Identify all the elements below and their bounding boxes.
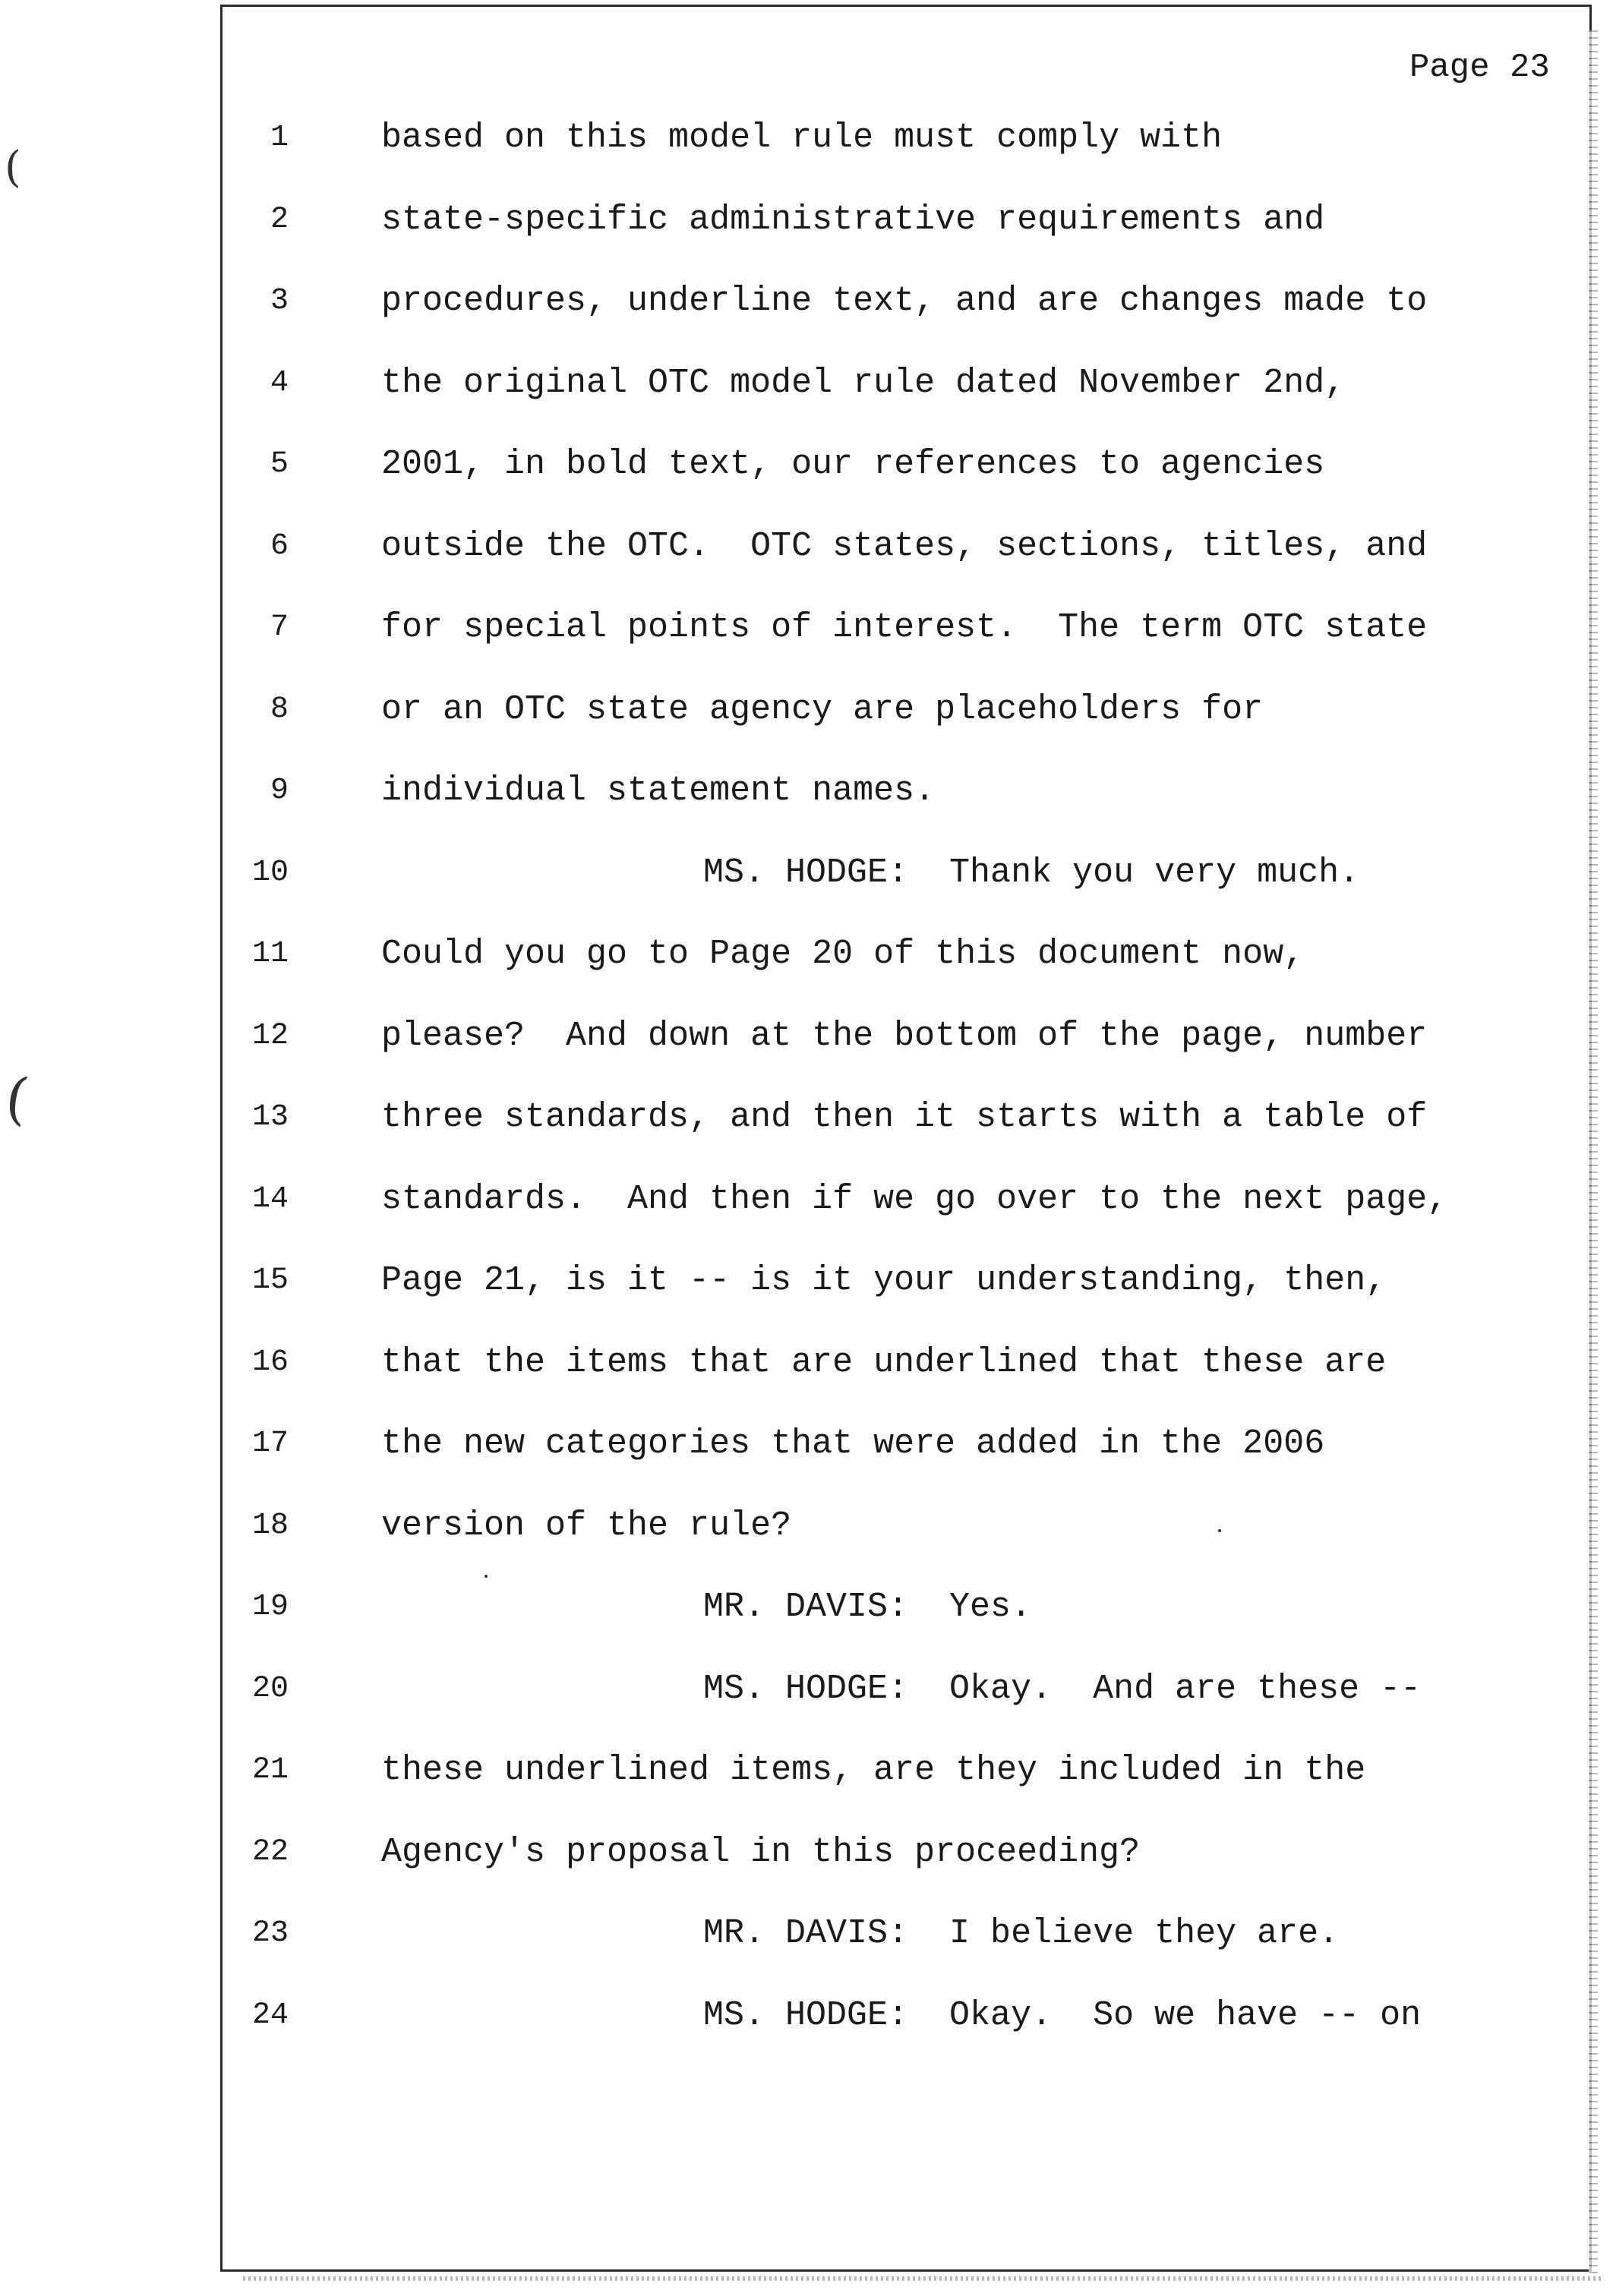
line-text: MS. HODGE: Okay. And are these -- xyxy=(703,1669,1422,1708)
scan-mark-top: ( xyxy=(5,143,21,192)
line-text: Agency's proposal in this proceeding? xyxy=(381,1832,1141,1872)
line-text: individual statement names. xyxy=(381,771,936,810)
line-number: 13 xyxy=(251,1100,289,1134)
line-text: state-specific administrative requirements and xyxy=(381,200,1325,239)
transcript-line xyxy=(0,605,1616,651)
transcript-line xyxy=(0,442,1616,487)
line-number: 7 xyxy=(270,610,289,645)
line-number: 6 xyxy=(270,528,289,563)
line-number: 1 xyxy=(270,121,289,155)
line-text: that the items that are underlined that these are xyxy=(381,1342,1387,1382)
transcript-line xyxy=(0,1503,1616,1549)
line-text: three standards, and then it starts with a table of xyxy=(381,1098,1428,1137)
transcript-line xyxy=(0,197,1616,243)
line-text: standards. And then if we go over to the next page, xyxy=(381,1179,1448,1219)
line-text: based on this model rule must comply with xyxy=(381,118,1223,157)
transcript-line xyxy=(0,279,1616,324)
transcript-line xyxy=(0,1421,1616,1467)
transcript-line xyxy=(0,1748,1616,1793)
line-number: 11 xyxy=(251,937,289,971)
line-text: these underlined items, are they included in the xyxy=(381,1751,1366,1790)
line-text: outside the OTC. OTC states, sections, titles, and xyxy=(381,526,1428,566)
line-number: 14 xyxy=(251,1181,289,1216)
line-text: procedures, underline text, and are changes made to xyxy=(381,282,1428,320)
transcript-line xyxy=(0,1830,1616,1875)
scan-edge-bottom xyxy=(243,2276,1602,2281)
line-text: MS. HODGE: Thank you very much. xyxy=(703,853,1360,892)
line-number: 19 xyxy=(251,1590,289,1624)
line-text: Page 21, is it -- is it your understanding, then, xyxy=(381,1261,1387,1300)
transcript-line xyxy=(0,932,1616,977)
transcript-line xyxy=(0,1014,1616,1059)
line-number: 21 xyxy=(251,1753,289,1787)
line-number: 3 xyxy=(270,284,289,318)
line-text: MS. HODGE: Okay. So we have -- on xyxy=(703,1995,1422,2035)
transcript-line xyxy=(0,1667,1616,1712)
line-text: version of the rule? xyxy=(381,1506,792,1545)
scan-mark-middle: ( xyxy=(2,1064,33,1133)
line-number: 22 xyxy=(251,1834,289,1869)
line-number: 9 xyxy=(270,774,289,808)
transcript-line xyxy=(0,1993,1616,2039)
transcript-line xyxy=(0,850,1616,896)
line-text: Could you go to Page 20 of this document now, xyxy=(381,935,1305,973)
line-text: the original OTC model rule dated November 2nd, xyxy=(381,363,1346,402)
transcript-line xyxy=(0,1340,1616,1386)
line-number: 5 xyxy=(270,447,289,481)
transcript-line xyxy=(0,1095,1616,1140)
line-number: 2 xyxy=(270,202,289,237)
transcript-line xyxy=(0,687,1616,733)
page-number: Page 23 xyxy=(1409,49,1550,87)
line-number: 24 xyxy=(251,1998,289,2033)
transcript-line xyxy=(0,768,1616,814)
transcript-line xyxy=(0,361,1616,406)
line-text: or an OTC state agency are placeholders for xyxy=(381,689,1264,729)
line-text: MR. DAVIS: I believe they are. xyxy=(703,1914,1340,1953)
line-text: for special points of interest. The term OTC state xyxy=(381,608,1428,647)
line-number: 16 xyxy=(251,1345,289,1380)
line-text: the new categories that were added in the 2006 xyxy=(381,1424,1325,1463)
line-number: 17 xyxy=(251,1427,289,1461)
scan-speck-2 xyxy=(484,1575,488,1578)
line-number: 12 xyxy=(251,1018,289,1053)
transcript-line xyxy=(0,115,1616,161)
line-number: 18 xyxy=(251,1508,289,1543)
line-text: MR. DAVIS: Yes. xyxy=(703,1588,1032,1626)
line-number: 20 xyxy=(251,1671,289,1706)
line-text: please? And down at the bottom of the page, number xyxy=(381,1016,1428,1055)
line-text: 2001, in bold text, our references to agencies xyxy=(381,445,1325,484)
line-number: 23 xyxy=(251,1916,289,1951)
transcript-line xyxy=(0,1911,1616,1957)
transcript-line xyxy=(0,1177,1616,1222)
transcript-line xyxy=(0,524,1616,569)
line-number: 4 xyxy=(270,365,289,400)
line-number: 8 xyxy=(270,692,289,727)
line-number: 10 xyxy=(251,855,289,890)
transcript-line xyxy=(0,1585,1616,1630)
line-number: 15 xyxy=(251,1263,289,1298)
transcript-line xyxy=(0,1258,1616,1304)
